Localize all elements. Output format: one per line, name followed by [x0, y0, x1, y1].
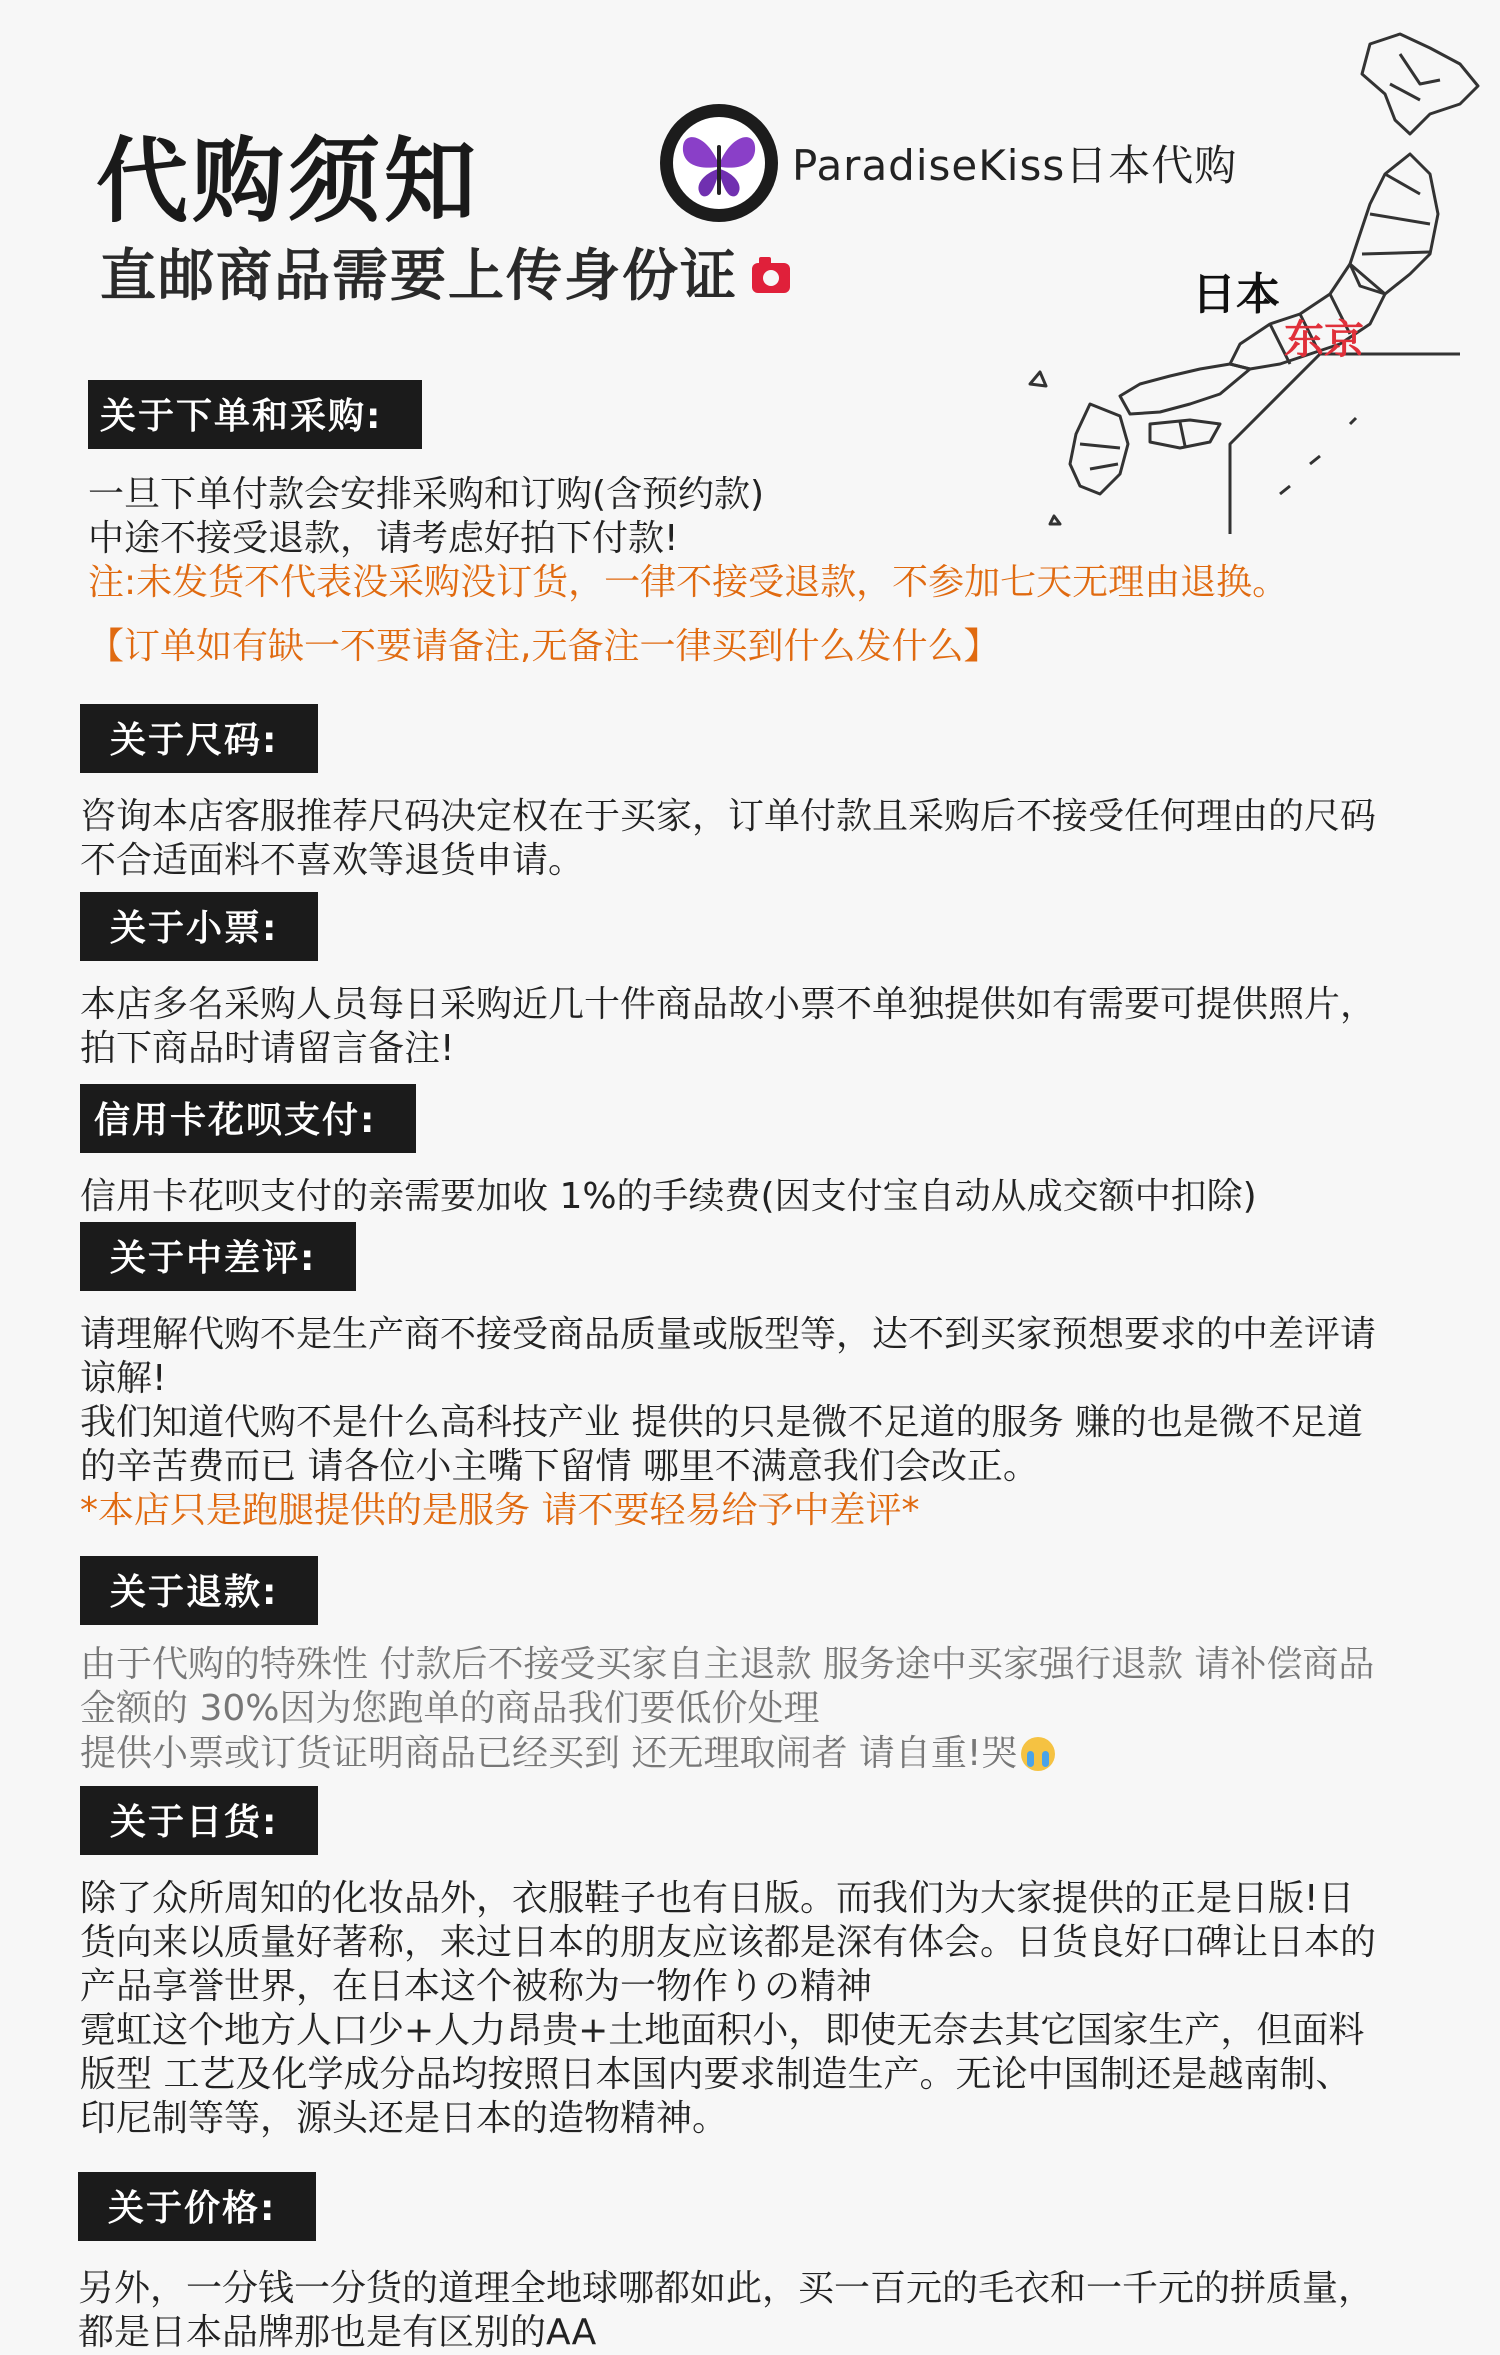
section-heading: 关于价格:	[78, 2172, 316, 2241]
body-line: 信用卡花呗支付的亲需要加收 1%的手续费(因支付宝自动从成交额中扣除)	[80, 1176, 1257, 1217]
crying-face-icon	[1021, 1737, 1055, 1771]
body-line: 一旦下单付款会安排采购和订购(含预约款)	[88, 474, 765, 515]
body-line: 不合适面料不喜欢等退货申请。	[80, 840, 585, 881]
section-japanese-goods	[80, 1786, 1500, 2141]
section-credit	[80, 1084, 1500, 1219]
section-heading: 关于尺码:	[80, 704, 318, 773]
section-body	[80, 1175, 1500, 1219]
section-price	[78, 2172, 1500, 2355]
body-line: 霓虹这个地方人口少+人力昂贵+土地面积小，即使无奈去其它国家生产，但面料	[80, 2010, 1365, 2051]
section-body	[88, 473, 1500, 669]
section-receipt	[80, 892, 1500, 1071]
note-line: *本店只是跑腿提供的是服务 请不要轻易给予中差评*	[80, 1490, 920, 1531]
remark-line: 【订单如有缺一不要请备注,无备注一律买到什么发什么】	[88, 626, 1000, 667]
body-line	[80, 1731, 1500, 1776]
section-heading: 信用卡花呗支付:	[80, 1084, 416, 1153]
section-heading: 关于日货:	[80, 1786, 318, 1855]
section-heading: 关于小票:	[80, 892, 318, 961]
body-line-text: 提供小票或订货证明商品已经买到 还无理取闹者 请自重!哭	[80, 1733, 1018, 1774]
body-line: 的辛苦费而已 请各位小主嘴下留情 哪里不满意我们会改正。	[80, 1446, 1039, 1487]
subtitle-text: 直邮商品需要上传身份证	[100, 244, 738, 309]
body-line: 印尼制等等，源头还是日本的造物精神。	[80, 2098, 729, 2139]
body-line: 请理解代购不是生产商不接受商品质量或版型等，达不到买家预想要求的中差评请	[80, 1314, 1377, 1355]
logo-text: ParadiseKiss日本代购	[792, 141, 1238, 190]
body-line: 都是日本品牌那也是有区别的AA	[78, 2312, 597, 2353]
note-line: 注:未发货不代表没采购没订货，一律不接受退款，不参加七天无理由退换。	[88, 562, 1289, 603]
section-body	[80, 1877, 1500, 2141]
section-heading: 关于退款:	[80, 1556, 318, 1625]
body-line: 产品享誉世界，在日本这个被称为一物作りの精神	[80, 1966, 873, 2007]
body-line: 我们知道代购不是什么高科技产业 提供的只是微不足道的服务 赚的也是微不足道	[80, 1402, 1363, 1443]
map-label-japan: 日本	[1192, 269, 1280, 320]
map-label-tokyo: 东京	[1284, 317, 1364, 363]
section-heading: 关于下单和采购:	[88, 380, 422, 449]
body-line: 本店多名采购人员每日采购近几十件商品故小票不单独提供如有需要可提供照片，	[80, 984, 1377, 1025]
body-line: 拍下商品时请留言备注!	[80, 1028, 455, 1069]
butterfly-icon	[660, 104, 778, 222]
section-size	[80, 704, 1500, 883]
section-body	[78, 2267, 1500, 2355]
section-review	[80, 1222, 1500, 1533]
page-title: 代购须知	[96, 128, 481, 235]
body-line: 货向来以质量好著称，来过日本的朋友应该都是深有体会。日货良好口碑让日本的	[80, 1922, 1377, 1963]
section-order	[88, 380, 1500, 669]
body-line: 除了众所周知的化妆品外，衣服鞋子也有日版。而我们为大家提供的正是日版!日	[80, 1878, 1355, 1919]
body-line: 由于代购的特殊性 付款后不接受买家自主退款 服务途中买家强行退款 请补偿商品	[80, 1644, 1375, 1685]
body-line: 咨询本店客服推荐尺码决定权在于买家，订单付款且采购后不接受任何理由的尺码	[80, 796, 1377, 837]
body-line: 金额的 30%因为您跑单的商品我们要低价处理	[80, 1688, 820, 1729]
body-line: 谅解!	[80, 1358, 167, 1399]
page-subtitle	[100, 232, 790, 312]
camera-icon	[752, 263, 790, 293]
section-body	[80, 795, 1500, 883]
body-line: 另外，一分钱一分货的道理全地球哪都如此，买一百元的毛衣和一千元的拼质量，	[78, 2268, 1375, 2309]
section-refund	[80, 1556, 1500, 1776]
section-body	[80, 1313, 1500, 1533]
body-line: 版型 工艺及化学成分品均按照日本国内要求制造生产。无论中国制还是越南制、	[80, 2054, 1352, 2095]
section-body	[80, 983, 1500, 1071]
section-heading: 关于中差评:	[80, 1222, 356, 1291]
body-line: 中途不接受退款，请考虑好拍下付款!	[88, 518, 679, 559]
section-body	[80, 1643, 1500, 1776]
